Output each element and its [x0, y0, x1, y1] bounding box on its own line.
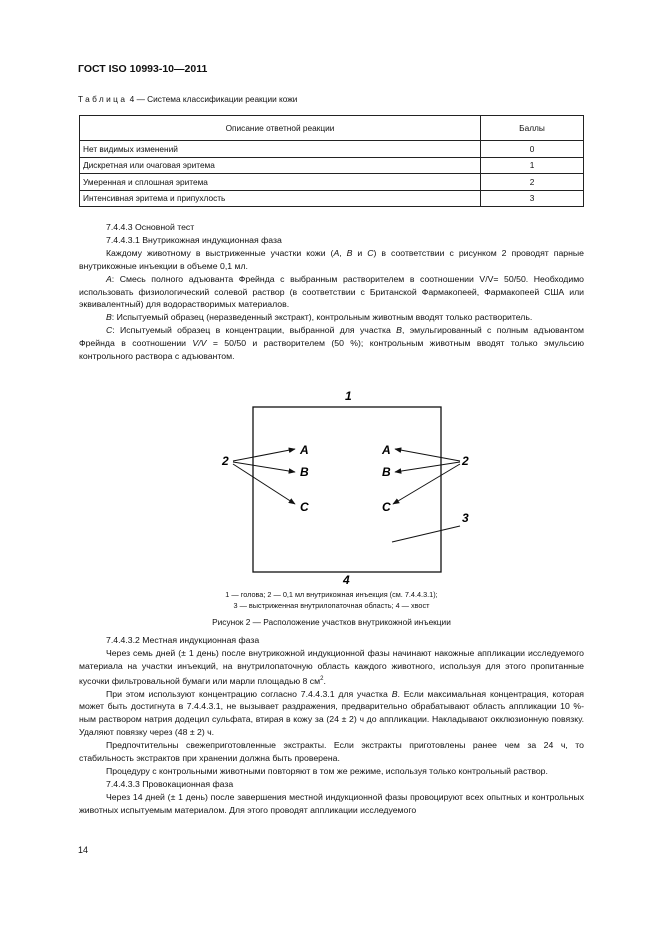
document-header: ГОСТ ISO 10993-10—2011: [78, 63, 208, 75]
row-score: 2: [481, 174, 584, 191]
label-tail: 4: [343, 573, 350, 587]
text-span: = 50/50 и растворителем (50 %); контрольным животным вводят только эмульсию контрольного раствора с адъювантом.: [79, 338, 584, 362]
arrow-left-a: [233, 449, 295, 461]
text-italic: A: [106, 273, 112, 284]
column-header-score: Баллы: [481, 116, 584, 141]
arrow-right-b: [395, 462, 460, 472]
text-italic: A: [333, 247, 340, 258]
label-injection-left: 2: [222, 454, 229, 468]
text-span: При этом используют концентрацию согласно 7.4.4.3.1 для участка: [106, 688, 392, 699]
row-description: Интенсивная эритема и припухлость: [80, 190, 481, 207]
paragraph-site-b: [79, 311, 584, 324]
table-row: [80, 174, 584, 191]
text-span: и: [352, 247, 368, 258]
subsection-heading: 7.4.4.3.1 Внутрикожная индукционная фаза: [106, 234, 282, 245]
text-span: Каждому животному в выстриженные участки кожи (: [106, 247, 334, 258]
text-span: ) в соответствии с рисунком 2 проводят парные внутрикожные инъекции в объеме 0,1 мл.: [79, 247, 584, 271]
text-span: : Испытуемый образец в концентрации, выбранной для участка: [112, 325, 397, 336]
leader-line-area: [392, 526, 460, 542]
classification-table: [79, 115, 584, 207]
arrow-right-a: [395, 449, 460, 461]
page-number: 14: [78, 845, 89, 855]
paragraph-challenge: Через 14 дней (± 1 день) после завершения местной индукционной фазы провоцируют всех опытных и контрольных животных испытуемым материалом. Для этого проводят аппликации исследуемого: [79, 791, 584, 815]
text-span: : Смесь полного адъюванта Фрейнда с выбранным растворителем в соотношении V/V= 50/50. Необходимо использовать физиологический солевой раствор (в соответствии с Британской Фармакопеей, Фармакопеей США или эквивалентный) для водорастворимых материалов.: [79, 273, 584, 310]
paragraph-controls: Процедуру с контрольными животными повторяют в том же режиме, используя только контрольный раствор.: [106, 765, 548, 776]
text-span: ,: [339, 247, 347, 258]
subsection-heading: 7.4.4.3.3 Провокационная фаза: [106, 778, 234, 789]
section-local-induction: [79, 634, 584, 817]
label-site-c-left: C: [300, 500, 309, 514]
subsection-heading: 7.4.4.3.2 Местная индукционная фаза: [106, 635, 260, 645]
table-caption-text: 4 — Система классификации реакции кожи: [127, 94, 298, 104]
table-row: [80, 190, 584, 207]
text-span: : Испытуемый образец (неразведенный экстракт), контрольным животным вводят только растворитель.: [111, 312, 533, 323]
row-score: 1: [481, 157, 584, 174]
label-site-b-left: B: [300, 465, 309, 479]
label-site-b-right: B: [382, 465, 391, 479]
text-italic: B: [391, 688, 398, 699]
text-superscript: 2: [320, 675, 324, 682]
section-main-test: [79, 221, 584, 363]
label-site-a-left: A: [300, 443, 309, 457]
figure-legend-line: 3 — выстриженная внутрилопаточная область; 4 — хвост: [233, 601, 430, 610]
table-row: [80, 141, 584, 158]
paragraph-extracts: Предпочтительны свежеприготовленные экстракты. Если экстракты приготовлены ранее чем за 24 ч, то стабильность экстрактов при хранении должна быть проверена.: [79, 740, 584, 764]
paragraph-concentration: [79, 688, 584, 740]
table-caption-word: Таблица: [78, 94, 128, 104]
table-row: [80, 157, 584, 174]
table-caption: [78, 94, 297, 104]
paragraph-site-c: [79, 324, 584, 363]
row-description: Дискретная или очаговая эритема: [80, 157, 481, 174]
row-score: 3: [481, 190, 584, 207]
text-italic: C: [106, 325, 113, 336]
text-span: .: [323, 675, 326, 686]
section-heading: 7.4.4.3 Основной тест: [106, 222, 195, 232]
row-description: Нет видимых изменений: [80, 141, 481, 158]
figure-legend: [79, 589, 584, 611]
injection-sites-figure: [0, 380, 661, 590]
label-interscapular-area: 3: [462, 511, 469, 525]
row-score: 0: [481, 141, 584, 158]
clipped-area-outline: [253, 407, 441, 572]
arrow-right-c: [393, 464, 460, 504]
paragraph-applications: [79, 647, 584, 688]
text-span: Через семь дней (± 1 день) после внутрикожной индукционной фазы начинают накожные аппликации исследуемого материала на участки инъекций, на внутрилопаточную область каждого животного, используя для этого пропитанные кусочки фильтровальной бумаги или марли площадью 8 см: [79, 647, 584, 686]
label-site-c-right: C: [382, 500, 391, 514]
figure-caption: Рисунок 2 — Расположение участков внутрикожной инъекции: [212, 617, 451, 627]
label-site-a-right: A: [382, 443, 391, 457]
paragraph-injections: [79, 247, 584, 273]
text-span: . Если максимальная концентрация, которая может быть достигнута в 7.4.4.3.1, не вызывает раздражения, предварительно обрабатывают область аппликации 10 %-ным раствором натрия додецил сульфата, втирая в кожу за (24 ± 2) ч до аппликации. Накладывают окклюзионную повязку. Удаляют повязку через (48 ± 2) ч.: [79, 688, 585, 738]
column-header-description: Описание ответной реакции: [80, 116, 481, 141]
text-italic: C: [367, 247, 374, 258]
row-description: Умеренная и сплошная эритема: [80, 174, 481, 191]
text-italic: B: [396, 325, 402, 336]
label-head: 1: [345, 389, 352, 403]
text-italic: V/V: [192, 338, 207, 349]
text-italic: B: [346, 247, 353, 258]
text-italic: B: [106, 312, 112, 323]
paragraph-site-a: [79, 273, 584, 312]
table-header-row: [80, 116, 584, 141]
figure-legend-line: 1 — голова; 2 — 0,1 мл внутрикожная инъекция (см. 7.4.4.3.1);: [225, 590, 438, 599]
label-injection-right: 2: [462, 454, 469, 468]
text-span: , эмульгированный с полным адъювантом Фрейнда в соотношении: [79, 325, 584, 349]
